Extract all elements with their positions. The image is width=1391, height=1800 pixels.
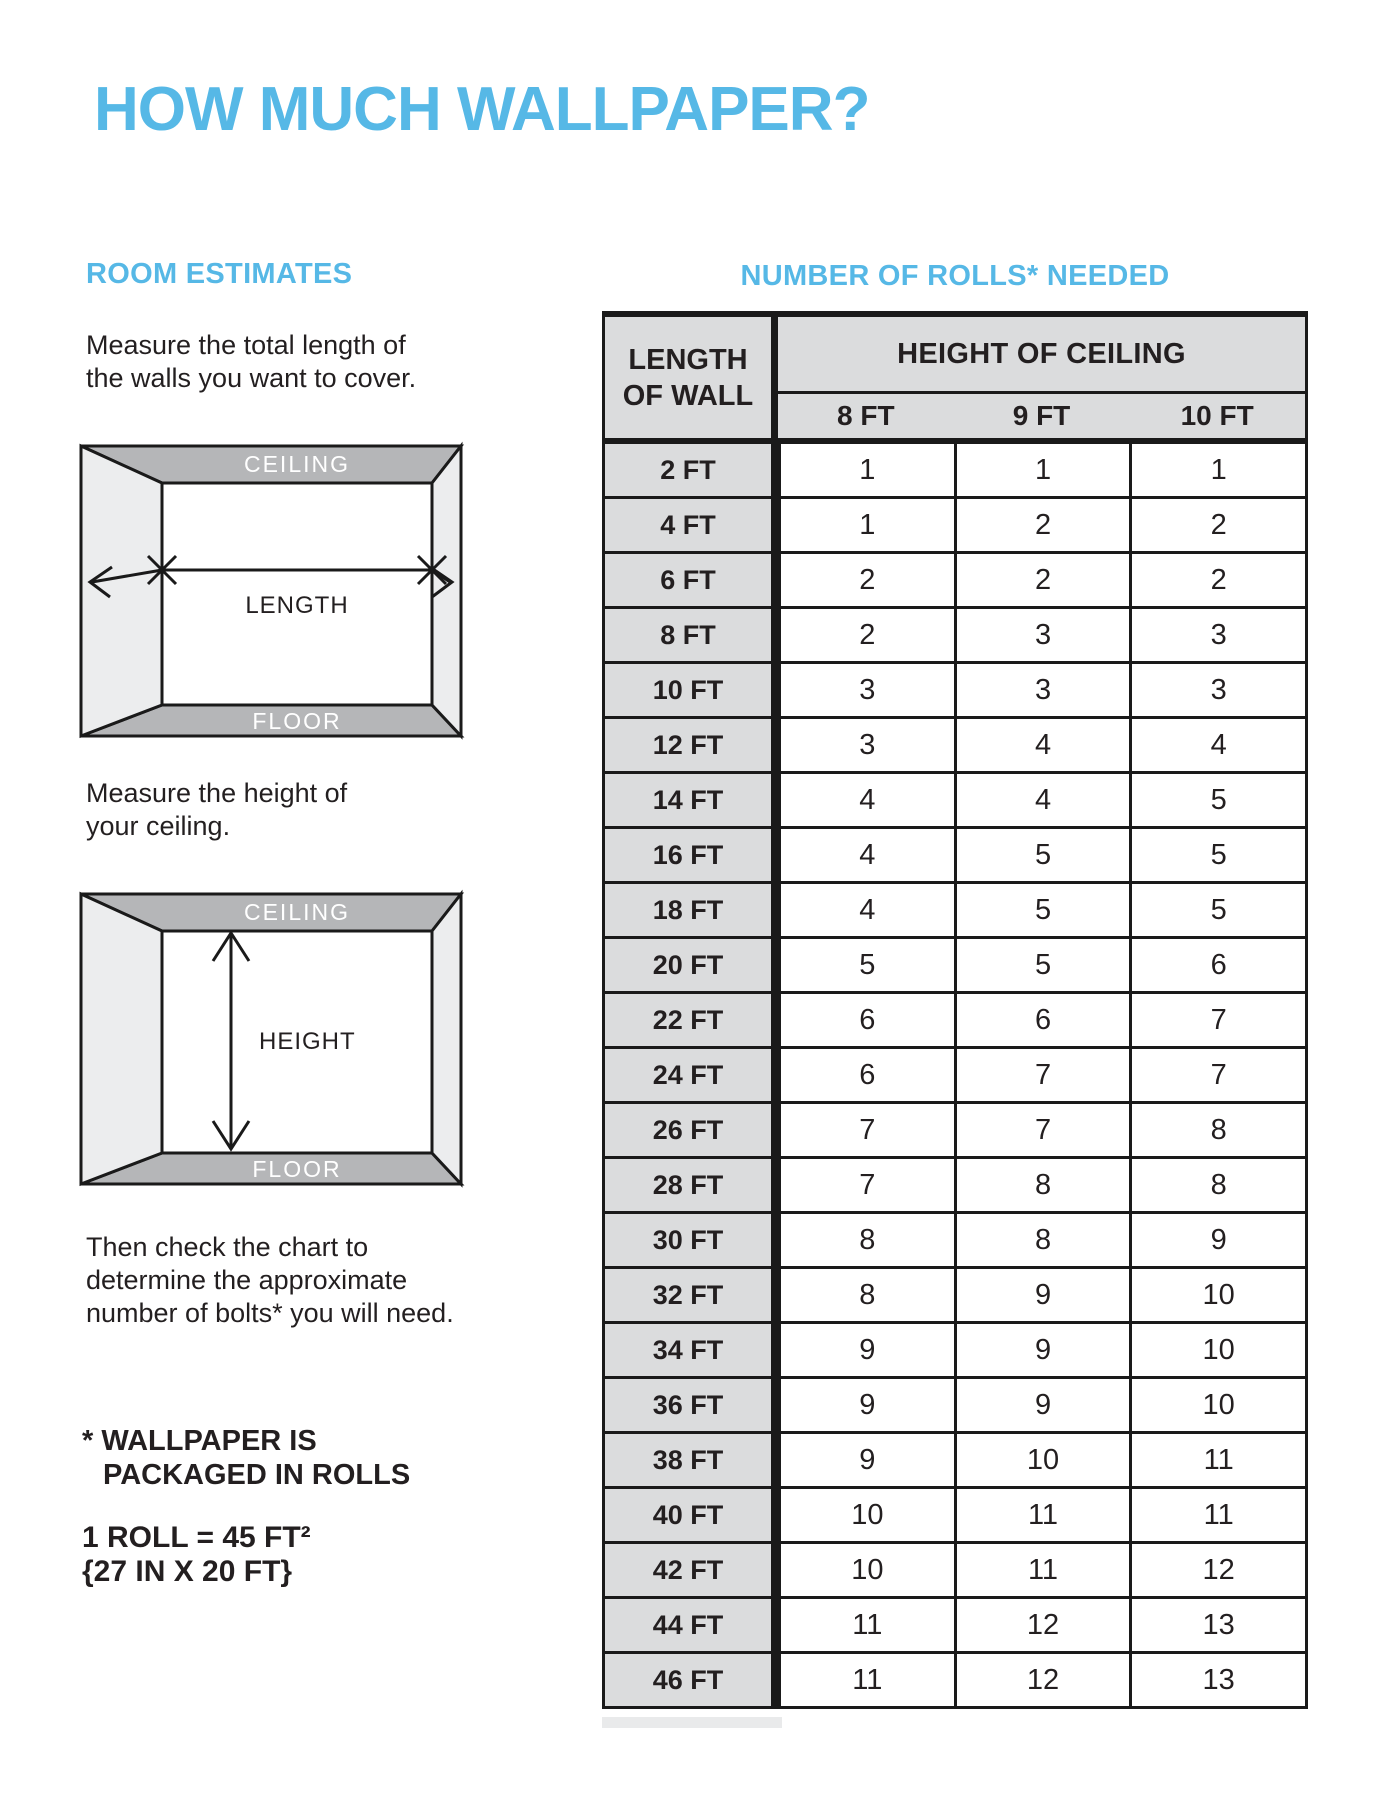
wallpaper-rolls-footnote: * WALLPAPER IS PACKAGED IN ROLLS <box>82 1425 411 1491</box>
rolls-value-cell: 1 <box>1129 444 1305 496</box>
rolls-value-cell: 5 <box>954 884 1130 936</box>
rolls-value-cell: 8 <box>778 1269 954 1321</box>
wall-length-cell: 38 FT <box>605 1434 778 1486</box>
ceiling-label: CEILING <box>243 899 351 925</box>
room-length-diagram <box>76 441 466 741</box>
table-row <box>605 444 1305 499</box>
rolls-value-cell: 10 <box>1129 1379 1305 1431</box>
rolls-value-cell: 10 <box>778 1489 954 1541</box>
wall-length-cell: 36 FT <box>605 1379 778 1431</box>
rolls-value-cell: 11 <box>778 1654 954 1706</box>
rolls-value-cell: 12 <box>1129 1544 1305 1596</box>
table-row <box>605 499 1305 554</box>
ceiling-height-column-header: 8 FT <box>837 400 895 431</box>
table-row <box>605 774 1305 829</box>
wall-length-cell: 12 FT <box>605 719 778 771</box>
rolls-value-cell: 1 <box>778 444 954 496</box>
rolls-value-cell: 8 <box>1129 1104 1305 1156</box>
rolls-value-cell: 8 <box>1129 1159 1305 1211</box>
rolls-value-cell: 2 <box>954 554 1130 606</box>
rolls-value-cell: 2 <box>954 499 1130 551</box>
rolls-value-cell: 10 <box>778 1544 954 1596</box>
wall-length-cell: 34 FT <box>605 1324 778 1376</box>
table-row <box>605 664 1305 719</box>
rolls-value-cell: 9 <box>1129 1214 1305 1266</box>
rolls-value-cell: 10 <box>1129 1269 1305 1321</box>
rolls-value-cell: 3 <box>954 609 1130 661</box>
left-wall <box>81 894 162 1184</box>
wall-length-cell: 46 FT <box>605 1654 778 1706</box>
table-row <box>605 884 1305 939</box>
room-height-diagram <box>76 889 466 1189</box>
instruction-measure-length: Measure the total length of the walls you want to cover. <box>86 330 417 393</box>
rolls-value-cell: 4 <box>954 719 1130 771</box>
table-row <box>605 609 1305 664</box>
table-row <box>605 1489 1305 1544</box>
instruction-check-chart: Then check the chart to determine the approximate number of bolts* you will need. <box>86 1232 454 1328</box>
wall-length-cell: 4 FT <box>605 499 778 551</box>
table-row <box>605 1599 1305 1654</box>
table-row <box>605 1544 1305 1599</box>
rolls-value-cell: 2 <box>1129 499 1305 551</box>
wall-length-cell: 8 FT <box>605 609 778 661</box>
height-label: HEIGHT <box>259 1028 356 1055</box>
rolls-value-cell: 8 <box>954 1159 1130 1211</box>
wall-length-cell: 2 FT <box>605 444 778 496</box>
table-row <box>605 939 1305 994</box>
rolls-value-cell: 2 <box>1129 554 1305 606</box>
rolls-value-cell: 5 <box>1129 884 1305 936</box>
rolls-value-cell: 4 <box>778 884 954 936</box>
rolls-value-cell: 7 <box>1129 1049 1305 1101</box>
wall-length-cell: 42 FT <box>605 1544 778 1596</box>
rolls-value-cell: 4 <box>1129 719 1305 771</box>
wall-length-cell: 16 FT <box>605 829 778 881</box>
rolls-value-cell: 5 <box>1129 774 1305 826</box>
length-of-wall-header: LENGTH OF WALL <box>605 317 778 438</box>
ceiling-label: CEILING <box>243 451 351 477</box>
height-of-ceiling-header: HEIGHT OF CEILING <box>778 317 1305 394</box>
table-row <box>605 1269 1305 1324</box>
rolls-value-cell: 8 <box>954 1214 1130 1266</box>
right-wall <box>432 446 461 736</box>
table-row <box>605 1214 1305 1269</box>
rolls-value-cell: 2 <box>778 609 954 661</box>
rolls-value-cell: 9 <box>954 1269 1130 1321</box>
table-header <box>605 317 1305 444</box>
rolls-value-cell: 7 <box>1129 994 1305 1046</box>
rolls-value-cell: 13 <box>1129 1654 1305 1706</box>
rolls-value-cell: 12 <box>954 1654 1130 1706</box>
ceiling-height-columns <box>778 394 1305 438</box>
rolls-value-cell: 4 <box>778 829 954 881</box>
wall-length-cell: 10 FT <box>605 664 778 716</box>
wall-length-cell: 20 FT <box>605 939 778 991</box>
table-row <box>605 1654 1305 1709</box>
rolls-value-cell: 11 <box>954 1544 1130 1596</box>
ceiling-height-column-header: 9 FT <box>1012 400 1071 431</box>
rolls-table <box>602 311 1308 1709</box>
wall-length-cell: 32 FT <box>605 1269 778 1321</box>
table-row <box>605 1434 1305 1489</box>
rolls-value-cell: 4 <box>778 774 954 826</box>
rolls-value-cell: 4 <box>954 774 1130 826</box>
wall-length-cell: 24 FT <box>605 1049 778 1101</box>
rolls-value-cell: 11 <box>1129 1434 1305 1486</box>
rolls-value-cell: 9 <box>954 1379 1130 1431</box>
table-row <box>605 1324 1305 1379</box>
table-row <box>605 1049 1305 1104</box>
right-wall <box>432 894 461 1184</box>
rolls-value-cell: 1 <box>778 499 954 551</box>
rolls-needed-heading: NUMBER OF ROLLS* NEEDED <box>740 260 1170 292</box>
wall-length-cell: 40 FT <box>605 1489 778 1541</box>
rolls-value-cell: 9 <box>778 1434 954 1486</box>
rolls-value-cell: 3 <box>1129 609 1305 661</box>
rolls-value-cell: 7 <box>954 1104 1130 1156</box>
rolls-value-cell: 11 <box>778 1599 954 1651</box>
rolls-value-cell: 5 <box>954 939 1130 991</box>
instruction-measure-height: Measure the height of your ceiling. <box>86 778 348 841</box>
rolls-value-cell: 12 <box>954 1599 1130 1651</box>
page-title: HOW MUCH WALLPAPER? <box>94 75 870 144</box>
rolls-value-cell: 3 <box>954 664 1130 716</box>
rolls-value-cell: 11 <box>954 1489 1130 1541</box>
wall-length-cell: 14 FT <box>605 774 778 826</box>
table-row <box>605 1104 1305 1159</box>
left-wall <box>81 446 162 736</box>
wall-length-cell: 22 FT <box>605 994 778 1046</box>
table-row <box>605 829 1305 884</box>
rolls-value-cell: 3 <box>778 664 954 716</box>
rolls-value-cell: 7 <box>778 1104 954 1156</box>
rolls-value-cell: 10 <box>954 1434 1130 1486</box>
rolls-value-cell: 8 <box>778 1214 954 1266</box>
ceiling-height-column-header: 10 FT <box>1180 400 1254 431</box>
wall-length-cell: 30 FT <box>605 1214 778 1266</box>
rolls-value-cell: 3 <box>778 719 954 771</box>
wall-length-cell: 26 FT <box>605 1104 778 1156</box>
wall-length-cell: 28 FT <box>605 1159 778 1211</box>
table-row <box>605 994 1305 1049</box>
rolls-value-cell: 6 <box>778 994 954 1046</box>
rolls-value-cell: 1 <box>954 444 1130 496</box>
rolls-value-cell: 7 <box>954 1049 1130 1101</box>
roll-size-spec: 1 ROLL = 45 FT² {27 IN X 20 FT} <box>82 1521 311 1588</box>
table-row <box>605 1379 1305 1434</box>
rolls-value-cell: 5 <box>778 939 954 991</box>
rolls-value-cell: 9 <box>778 1324 954 1376</box>
rolls-value-cell: 9 <box>954 1324 1130 1376</box>
table-body <box>605 444 1305 1709</box>
table-row <box>605 1159 1305 1214</box>
rolls-value-cell: 11 <box>1129 1489 1305 1541</box>
table-row <box>605 719 1305 774</box>
rolls-value-cell: 6 <box>778 1049 954 1101</box>
rolls-value-cell: 6 <box>1129 939 1305 991</box>
rolls-value-cell: 3 <box>1129 664 1305 716</box>
rolls-value-cell: 10 <box>1129 1324 1305 1376</box>
floor-label: FLOOR <box>252 708 342 734</box>
floor-label: FLOOR <box>252 1156 342 1182</box>
rolls-value-cell: 5 <box>1129 829 1305 881</box>
room-estimates-heading: ROOM ESTIMATES <box>86 258 353 290</box>
table-footer-strip <box>602 1717 782 1728</box>
wall-length-cell: 18 FT <box>605 884 778 936</box>
wall-length-cell: 6 FT <box>605 554 778 606</box>
rolls-value-cell: 6 <box>954 994 1130 1046</box>
rolls-value-cell: 5 <box>954 829 1130 881</box>
rolls-value-cell: 9 <box>778 1379 954 1431</box>
wall-length-cell: 44 FT <box>605 1599 778 1651</box>
table-row <box>605 554 1305 609</box>
rolls-value-cell: 13 <box>1129 1599 1305 1651</box>
rolls-value-cell: 7 <box>778 1159 954 1211</box>
rolls-value-cell: 2 <box>778 554 954 606</box>
length-label: LENGTH <box>245 592 349 619</box>
